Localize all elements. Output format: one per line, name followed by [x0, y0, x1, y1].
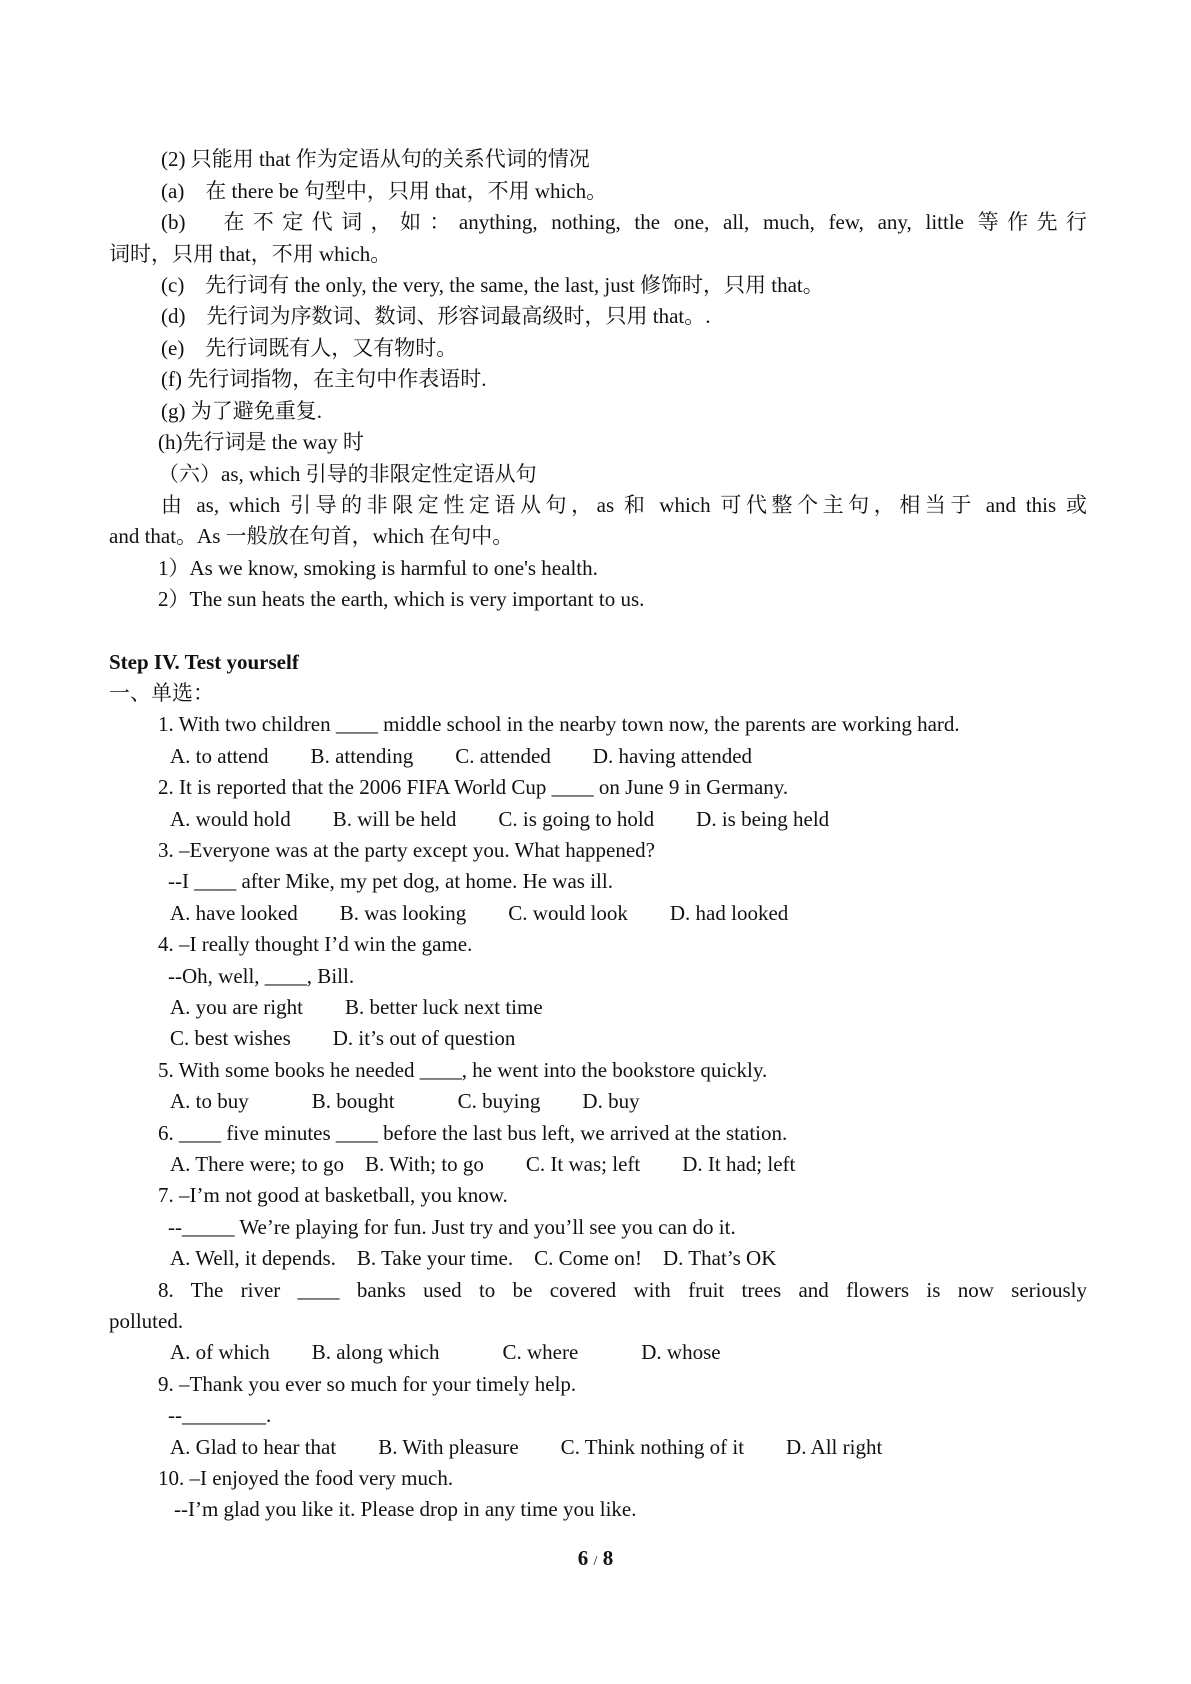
- answer-options: A. you are right B. better luck next time: [170, 995, 543, 1019]
- example-sentence: 2）The sun heats the earth, which is very important to us.: [158, 587, 645, 611]
- question-text: 4. –I really thought I’d win the game.: [158, 932, 473, 956]
- answer-options: A. to attend B. attending C. attended D. having attended: [170, 744, 753, 768]
- subsection-title: 一、单选：: [109, 681, 214, 705]
- answer-options: C. best wishes D. it’s out of question: [170, 1026, 516, 1050]
- question-text: --Oh, well, ____, Bill.: [168, 964, 355, 988]
- grammar-line: (h)先行词是 the way 时: [158, 430, 364, 454]
- grammar-line: (g) 为了避免重复.: [161, 399, 322, 423]
- question-text: polluted.: [109, 1309, 184, 1333]
- answer-options: A. Glad to hear that B. With pleasure C. Think nothing of it D. All right: [170, 1435, 883, 1459]
- grammar-line: and that。As 一般放在句首，which 在句中。: [109, 524, 514, 548]
- answer-options: A. would hold B. will be held C. is going to hold D. is being held: [170, 807, 830, 831]
- page-separator: /: [593, 1554, 598, 1569]
- grammar-line: (b) 在不定代词，如：anything, nothing, the one, all, much, few, any, little 等作先行: [161, 210, 1087, 234]
- answer-options: A. of which B. along which C. where D. whose: [170, 1340, 721, 1364]
- grammar-line: (d) 先行词为序数词、数词、形容词最高级时，只用 that。.: [161, 304, 711, 328]
- example-sentence: 1）As we know, smoking is harmful to one's health.: [158, 556, 598, 580]
- page-total: 8: [602, 1546, 614, 1570]
- question-text: --________.: [168, 1403, 272, 1427]
- answer-options: A. to buy B. bought C. buying D. buy: [170, 1089, 640, 1113]
- grammar-line: (f) 先行词指物，在主句中作表语时.: [161, 367, 487, 391]
- grammar-line: 由 as, which 引导的非限定性定语从句，as 和 which 可代整个主句，相当于 and this 或: [161, 493, 1087, 517]
- grammar-line: (c) 先行词有 the only, the very, the same, the last, just 修饰时，只用 that。: [161, 273, 824, 297]
- question-text: --_____ We’re playing for fun. Just try and you’ll see you can do it.: [168, 1215, 736, 1239]
- grammar-line: (e) 先行词既有人，又有物时。: [161, 336, 458, 360]
- answer-options: A. have looked B. was looking C. would look D. had looked: [170, 901, 789, 925]
- question-text: --I’m glad you like it. Please drop in any time you like.: [174, 1497, 637, 1521]
- question-text: 7. –I’m not good at basketball, you know.: [158, 1183, 508, 1207]
- question-text: 3. –Everyone was at the party except you. What happened?: [158, 838, 656, 862]
- question-text: 8. The river ____ banks used to be covered with fruit trees and flowers is now seriously: [158, 1278, 1087, 1302]
- grammar-line: （六）as, which 引导的非限定性定语从句: [158, 462, 537, 486]
- grammar-line: (2) 只能用 that 作为定语从句的关系代词的情况: [161, 147, 590, 171]
- question-text: --I ____ after Mike, my pet dog, at home. He was ill.: [168, 869, 613, 893]
- page-number: [0, 1546, 1191, 1571]
- answer-options: A. There were; to go B. With; to go C. It was; left D. It had; left: [170, 1152, 796, 1176]
- section-heading: Step IV. Test yourself: [109, 650, 299, 674]
- question-text: 9. –Thank you ever so much for your timely help.: [158, 1372, 577, 1396]
- page-current: 6: [577, 1546, 589, 1570]
- question-text: 6. ____ five minutes ____ before the last bus left, we arrived at the station.: [158, 1121, 788, 1145]
- question-text: 1. With two children ____ middle school in the nearby town now, the parents are working hard.: [158, 712, 960, 736]
- question-text: 2. It is reported that the 2006 FIFA World Cup ____ on June 9 in Germany.: [158, 775, 789, 799]
- grammar-line: 词时，只用 that，不用 which。: [109, 242, 392, 266]
- question-text: 10. –I enjoyed the food very much.: [158, 1466, 454, 1490]
- answer-options: A. Well, it depends. B. Take your time. C. Come on! D. That’s OK: [170, 1246, 777, 1270]
- question-text: 5. With some books he needed ____, he went into the bookstore quickly.: [158, 1058, 768, 1082]
- grammar-line: (a) 在 there be 句型中，只用 that，不用 which。: [161, 179, 608, 203]
